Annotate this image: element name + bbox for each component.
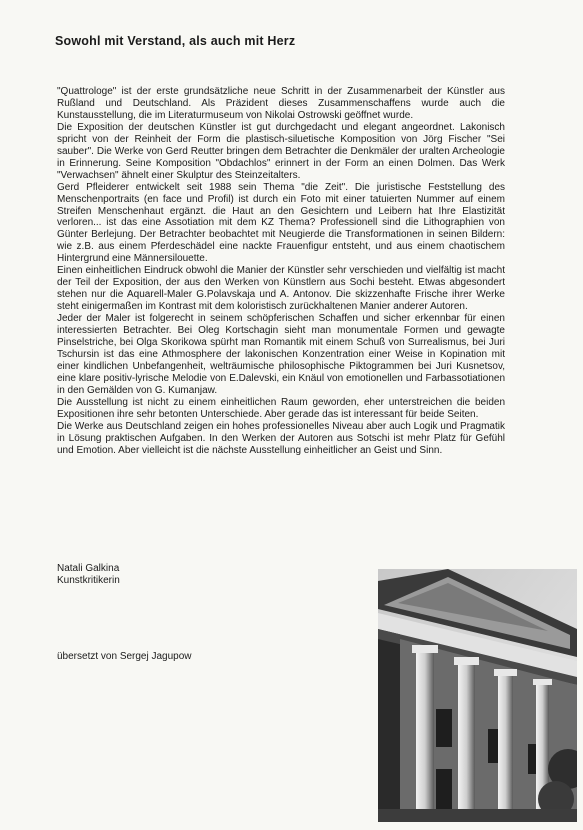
paragraph: Einen einheitlichen Eindruck obwohl die Manier der Künstler sehr verschieden und vielfältig ist macht der Teil der Exposition, der aus den Werken von Künstlern aus Sochi besteht. Etwas abgesondert stehen nur die Aquarell-Maler G.Polavskaja und A. Antonov. Die skizzenhafte Frische ihrer Werke steht einigermaßen im Kontrast mit dem koloristisch zurückhaltenen Manier anderer Autoren. <box>57 265 505 313</box>
paragraph: Gerd Pfleiderer entwickelt seit 1988 sein Thema "die Zeit". Die juristische Feststellung des Menschenportraits (en face und Profil) ist durch ein Foto mit einer tatuierten Nummer auf einem Streifen Menschenhaut ergänzt. die Haut an den Gesichtern und Leibern hat Ihre Elastizität verloren... ist das eine Assotiation mit dem KZ Thema? Professionell sind die Lithographien von Günter Berlejung. Der Betrachter beobachtet mit Neugierde die Transformationen in seinen Bildern: wie z.B. aus einem Pferdeschädel eine nackte Frauenfigur entsteht, und aus einem chaotischem Hintergrund eine Männersilouette. <box>57 181 505 265</box>
paragraph: Die Werke aus Deutschland zeigen ein hohes professionelles Niveau aber auch Logik und Pragmatik in Lösung praktischen Aufgaben. In den Werken der Autoren aus Sotschi ist mehr Platz für Gefühl und Emotion. Aber vielleicht ist die nächste Ausstellung einheitlicher an Geist und Sinn. <box>57 420 505 456</box>
article-title: Sowohl mit Verstand, als auch mit Herz <box>55 34 296 48</box>
museum-building-photo <box>378 569 577 822</box>
paragraph: Die Exposition der deutschen Künstler ist gut durchgedacht und elegant angeordnet. Lakonisch spricht von der Reinheit der Form die plastisch-siluetische Komposition von Jörg Fischer "Sei sauber". Die Werke von Gerd Reutter bringen dem Betrachter die Denkmäler der uralten Archeologie in Erinnerung. Seine Komposition "Obdachlos" erinnert in der Form an einen Dolmen. Das Werk "Verwachsen" ähnelt einer Skulptur des Steinzeitalters. <box>57 121 505 181</box>
article-body <box>57 86 505 457</box>
paragraph: Jeder der Maler ist folgerecht in seinem schöpferischen Schaffen und sicher erkennbar für einen interessierten Betrachter. Bei Oleg Kortschagin sieht man monumentale Formen und gewagte Pinselstriche, bei Olga Skorikowa spürht man Romantik mit einem Schuß von Surrealismus, bei Juri Tschursin ist das eine Athmosphere der lakonischen Konzentration einer Weise in Kopination mit einer kindlichen Unbefangenheit, welträumische philosophische Piktogrammen bei Juri Kusnetsov, eine klare positiv-lyrische Melodie von E.Dalevski, ein Knäul von emotionellen und Farbassotiationen in den Gemälden von G. Kumanjaw. <box>57 313 505 396</box>
author-name: Natali Galkina <box>57 563 120 574</box>
author-signature <box>57 563 120 587</box>
author-role: Kunstkritikerin <box>57 575 120 586</box>
paragraph: "Quattrologe" ist der erste grundsätzliche neue Schritt in der Zusammenarbeit der Künstler aus Rußland und Deutschland. Als Präzident dieses Zusammenschaffens wurde auch die Kunstausstellung, die im Literaturmuseum von Nikolai Ostrowski geöffnet wurde. <box>57 86 505 121</box>
paragraph: Die Ausstellung ist nicht zu einem einheitlichen Raum geworden, eher unterstreichen die beiden Expositionen ihre sehr betonten Unterschiede. Aber gerade das ist interessant für beide Seiten. <box>57 396 505 420</box>
museum-facade-illustration <box>378 569 577 822</box>
translator-credit: übersetzt von Sergej Jagupow <box>57 651 192 662</box>
